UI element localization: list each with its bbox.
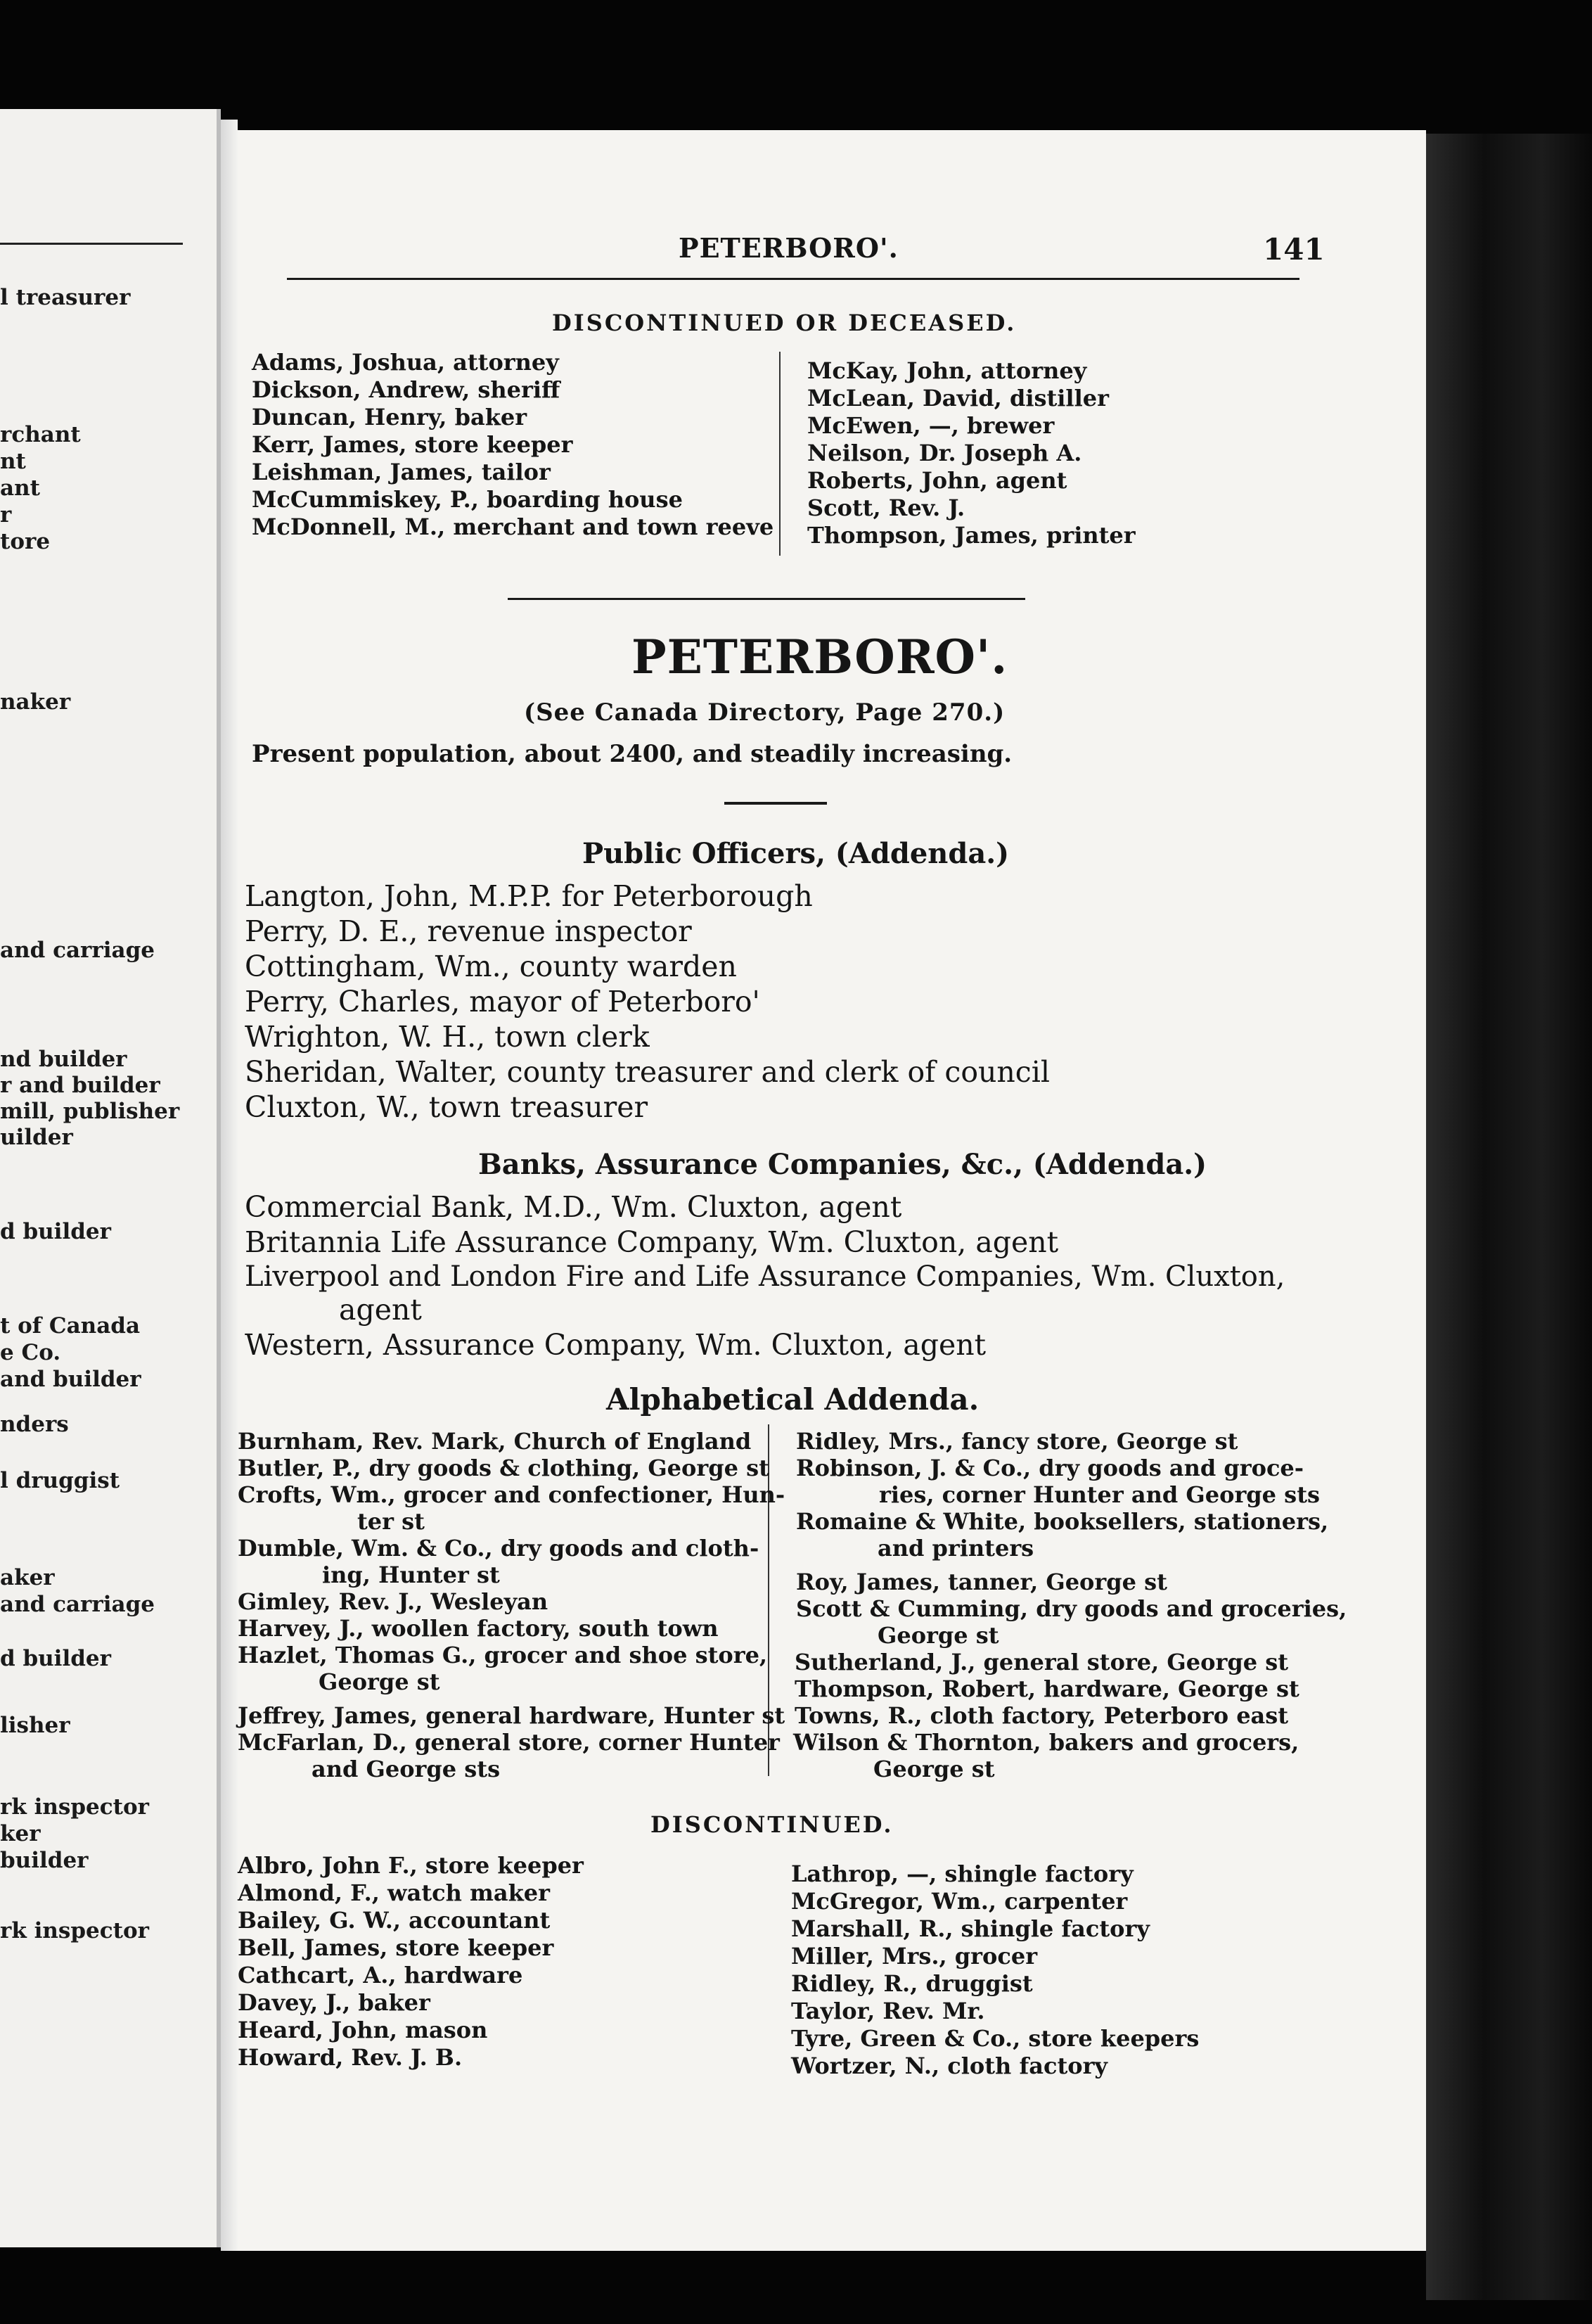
discontinued-entry: Tyre, Green & Co., store keepers: [791, 2025, 1200, 2052]
discontinued-entry: Bell, James, store keeper: [238, 1934, 554, 1961]
facing-page-line: and builder: [0, 1367, 141, 1392]
discontinued-heading: DISCONTINUED.: [650, 1811, 894, 1838]
facing-page-line: d builder: [0, 1646, 111, 1671]
discontinued-entry: Miller, Mrs., grocer: [791, 1943, 1038, 1969]
facing-page-line: mill, publisher: [0, 1099, 180, 1124]
page-gutter: [221, 120, 238, 2251]
discontinued-entry: Ridley, R., druggist: [791, 1970, 1033, 1997]
book-edge: [1426, 134, 1592, 2300]
discontinued-entry: McLean, David, distiller: [807, 385, 1109, 411]
discontinued-deceased-heading: DISCONTINUED OR DECEASED.: [552, 309, 1017, 336]
addenda-entry: Harvey, J., woollen factory, south town: [238, 1615, 719, 1642]
facing-page-line: l druggist: [0, 1468, 120, 1493]
discontinued-entry: Adams, Joshua, attorney: [252, 349, 559, 376]
facing-page-line: r and builder: [0, 1073, 160, 1098]
discontinued-entry: Albro, John F., store keeper: [238, 1852, 584, 1879]
facing-page-line: and carriage: [0, 1592, 155, 1617]
addenda-entry: Towns, R., cloth factory, Peterboro east: [795, 1702, 1289, 1729]
directory-reference: (See Canada Directory, Page 270.): [524, 698, 1006, 727]
addenda-entry: Gimley, Rev. J., Wesleyan: [238, 1588, 548, 1615]
facing-page-line: rk inspector: [0, 1794, 149, 1820]
addenda-entry: Thompson, Robert, hardware, George st: [795, 1675, 1299, 1702]
discontinued-entry: Wortzer, N., cloth factory: [791, 2052, 1108, 2079]
addenda-entry: Dumble, Wm. & Co., dry goods and cloth-: [238, 1535, 759, 1562]
running-title: PETERBORO'.: [679, 232, 899, 264]
bank-entry: Liverpool and London Fire and Life Assurance Companies, Wm. Cluxton,: [245, 1260, 1285, 1293]
facing-page-line: and carriage: [0, 938, 155, 963]
officer-entry: Langton, John, M.P.P. for Peterborough: [245, 879, 813, 913]
facing-page-line: uilder: [0, 1125, 73, 1150]
discontinued-entry: McCummiskey, P., boarding house: [252, 486, 683, 513]
officer-entry: Perry, Charles, mayor of Peterboro': [245, 985, 760, 1019]
bank-entry: Commercial Bank, M.D., Wm. Cluxton, agent: [245, 1190, 902, 1224]
discontinued-entry: Howard, Rev. J. B.: [238, 2044, 463, 2071]
public-officers-heading: Public Officers, (Addenda.): [582, 837, 1010, 870]
discontinued-entry: Duncan, Henry, baker: [252, 404, 527, 430]
discontinued-entry: McDonnell, M., merchant and town reeve: [252, 513, 774, 540]
bank-entry: Western, Assurance Company, Wm. Cluxton, agent: [245, 1328, 987, 1362]
town-title: PETERBORO'.: [631, 630, 1008, 684]
facing-page-line: nd builder: [0, 1047, 127, 1072]
addenda-entry: Crofts, Wm., grocer and confectioner, Hun-: [238, 1481, 785, 1508]
addenda-entry: Robinson, J. & Co., dry goods and groce-: [796, 1455, 1304, 1481]
facing-page-line: l treasurer: [0, 285, 131, 310]
facing-page-line: tore: [0, 529, 51, 554]
discontinued-entry: McKay, John, attorney: [807, 357, 1087, 384]
population-note: Present population, about 2400, and steadily increasing.: [252, 740, 1013, 768]
facing-page-line: naker: [0, 689, 71, 715]
addenda-entry: Ridley, Mrs., fancy store, George st: [796, 1428, 1238, 1455]
facing-page-line: ant: [0, 475, 40, 501]
addenda-entry: Butler, P., dry goods & clothing, George st: [238, 1455, 769, 1481]
discontinued-entry: Leishman, James, tailor: [252, 459, 551, 485]
discontinued-entry: Thompson, James, printer: [807, 522, 1136, 549]
addenda-entry: Hazlet, Thomas G., grocer and shoe store,: [238, 1642, 768, 1668]
facing-page-line: nt: [0, 449, 26, 474]
addenda-entry-continuation: and printers: [878, 1535, 1034, 1562]
discontinued-entry: McGregor, Wm., carpenter: [791, 1888, 1128, 1915]
addenda-entry: Burnham, Rev. Mark, Church of England: [238, 1428, 752, 1455]
addenda-entry: Scott & Cumming, dry goods and groceries,: [796, 1595, 1347, 1622]
officer-entry: Perry, D. E., revenue inspector: [245, 914, 692, 948]
facing-page-line: d builder: [0, 1219, 111, 1244]
bank-entry: Britannia Life Assurance Company, Wm. Cluxton, agent: [245, 1225, 1059, 1259]
addenda-entry-continuation: and George sts: [312, 1756, 501, 1782]
addenda-entry-continuation: ries, corner Hunter and George sts: [879, 1481, 1320, 1508]
facing-page-line: builder: [0, 1848, 89, 1873]
section-divider: [508, 598, 1025, 600]
addenda-entry-continuation: ing, Hunter st: [322, 1562, 500, 1588]
addenda-entry-continuation: George st: [878, 1622, 999, 1649]
officer-entry: Cottingham, Wm., county warden: [245, 950, 737, 983]
discontinued-entry: Dickson, Andrew, sheriff: [252, 376, 560, 403]
addenda-entry-continuation: George st: [873, 1756, 995, 1782]
discontinued-entry: Scott, Rev. J.: [807, 494, 965, 521]
banks-heading: Banks, Assurance Companies, &c., (Addenda.): [478, 1148, 1207, 1181]
discontinued-entry: Kerr, James, store keeper: [252, 431, 573, 458]
discontinued-entry: Heard, John, mason: [238, 2017, 488, 2043]
discontinued-entry: Taylor, Rev. Mr.: [791, 1998, 985, 2024]
addenda-entry: Sutherland, J., general store, George st: [795, 1649, 1288, 1675]
addenda-entry: Roy, James, tanner, George st: [796, 1569, 1167, 1595]
discontinued-entry: Lathrop, —, shingle factory: [791, 1860, 1134, 1887]
facing-page-line: e Co.: [0, 1340, 61, 1365]
bank-entry-continuation: agent: [339, 1293, 422, 1327]
page-number: 141: [1263, 232, 1325, 267]
addenda-entry: Romaine & White, booksellers, stationers,: [796, 1508, 1329, 1535]
facing-page-line: nders: [0, 1412, 69, 1437]
discontinued-entry: McEwen, —, brewer: [807, 412, 1055, 439]
discontinued-entry: Bailey, G. W., accountant: [238, 1907, 551, 1934]
facing-page-line: rk inspector: [0, 1918, 149, 1943]
alphabetical-heading: Alphabetical Addenda.: [606, 1382, 980, 1417]
facing-page-line: r: [0, 502, 12, 528]
officer-entry: Sheridan, Walter, county treasurer and clerk of council: [245, 1055, 1050, 1089]
column-divider: [779, 352, 781, 556]
discontinued-entry: Almond, F., watch maker: [238, 1879, 550, 1906]
discontinued-entry: Neilson, Dr. Joseph A.: [807, 440, 1082, 466]
header-rule: [287, 278, 1299, 280]
addenda-entry: Wilson & Thornton, bakers and grocers,: [793, 1729, 1299, 1756]
facing-page-fragment: [0, 109, 221, 2247]
facing-page-line: aker: [0, 1565, 55, 1590]
facing-page-line: ker: [0, 1821, 41, 1846]
short-rule: [724, 802, 827, 805]
addenda-entry: Jeffrey, James, general hardware, Hunter st: [238, 1702, 785, 1729]
discontinued-entry: Davey, J., baker: [238, 1989, 430, 2016]
facing-page-rule: [0, 243, 183, 245]
addenda-entry: McFarlan, D., general store, corner Hunter: [238, 1729, 780, 1756]
facing-page-line: lisher: [0, 1713, 70, 1738]
discontinued-entry: Marshall, R., shingle factory: [791, 1915, 1150, 1942]
discontinued-entry: Cathcart, A., hardware: [238, 1962, 523, 1988]
officer-entry: Wrighton, W. H., town clerk: [245, 1020, 650, 1054]
facing-page-line: t of Canada: [0, 1313, 141, 1339]
facing-page-line: rchant: [0, 422, 81, 447]
officer-entry: Cluxton, W., town treasurer: [245, 1090, 648, 1124]
discontinued-entry: Roberts, John, agent: [807, 467, 1067, 494]
addenda-entry-continuation: ter st: [357, 1508, 425, 1535]
addenda-entry-continuation: George st: [319, 1668, 440, 1695]
